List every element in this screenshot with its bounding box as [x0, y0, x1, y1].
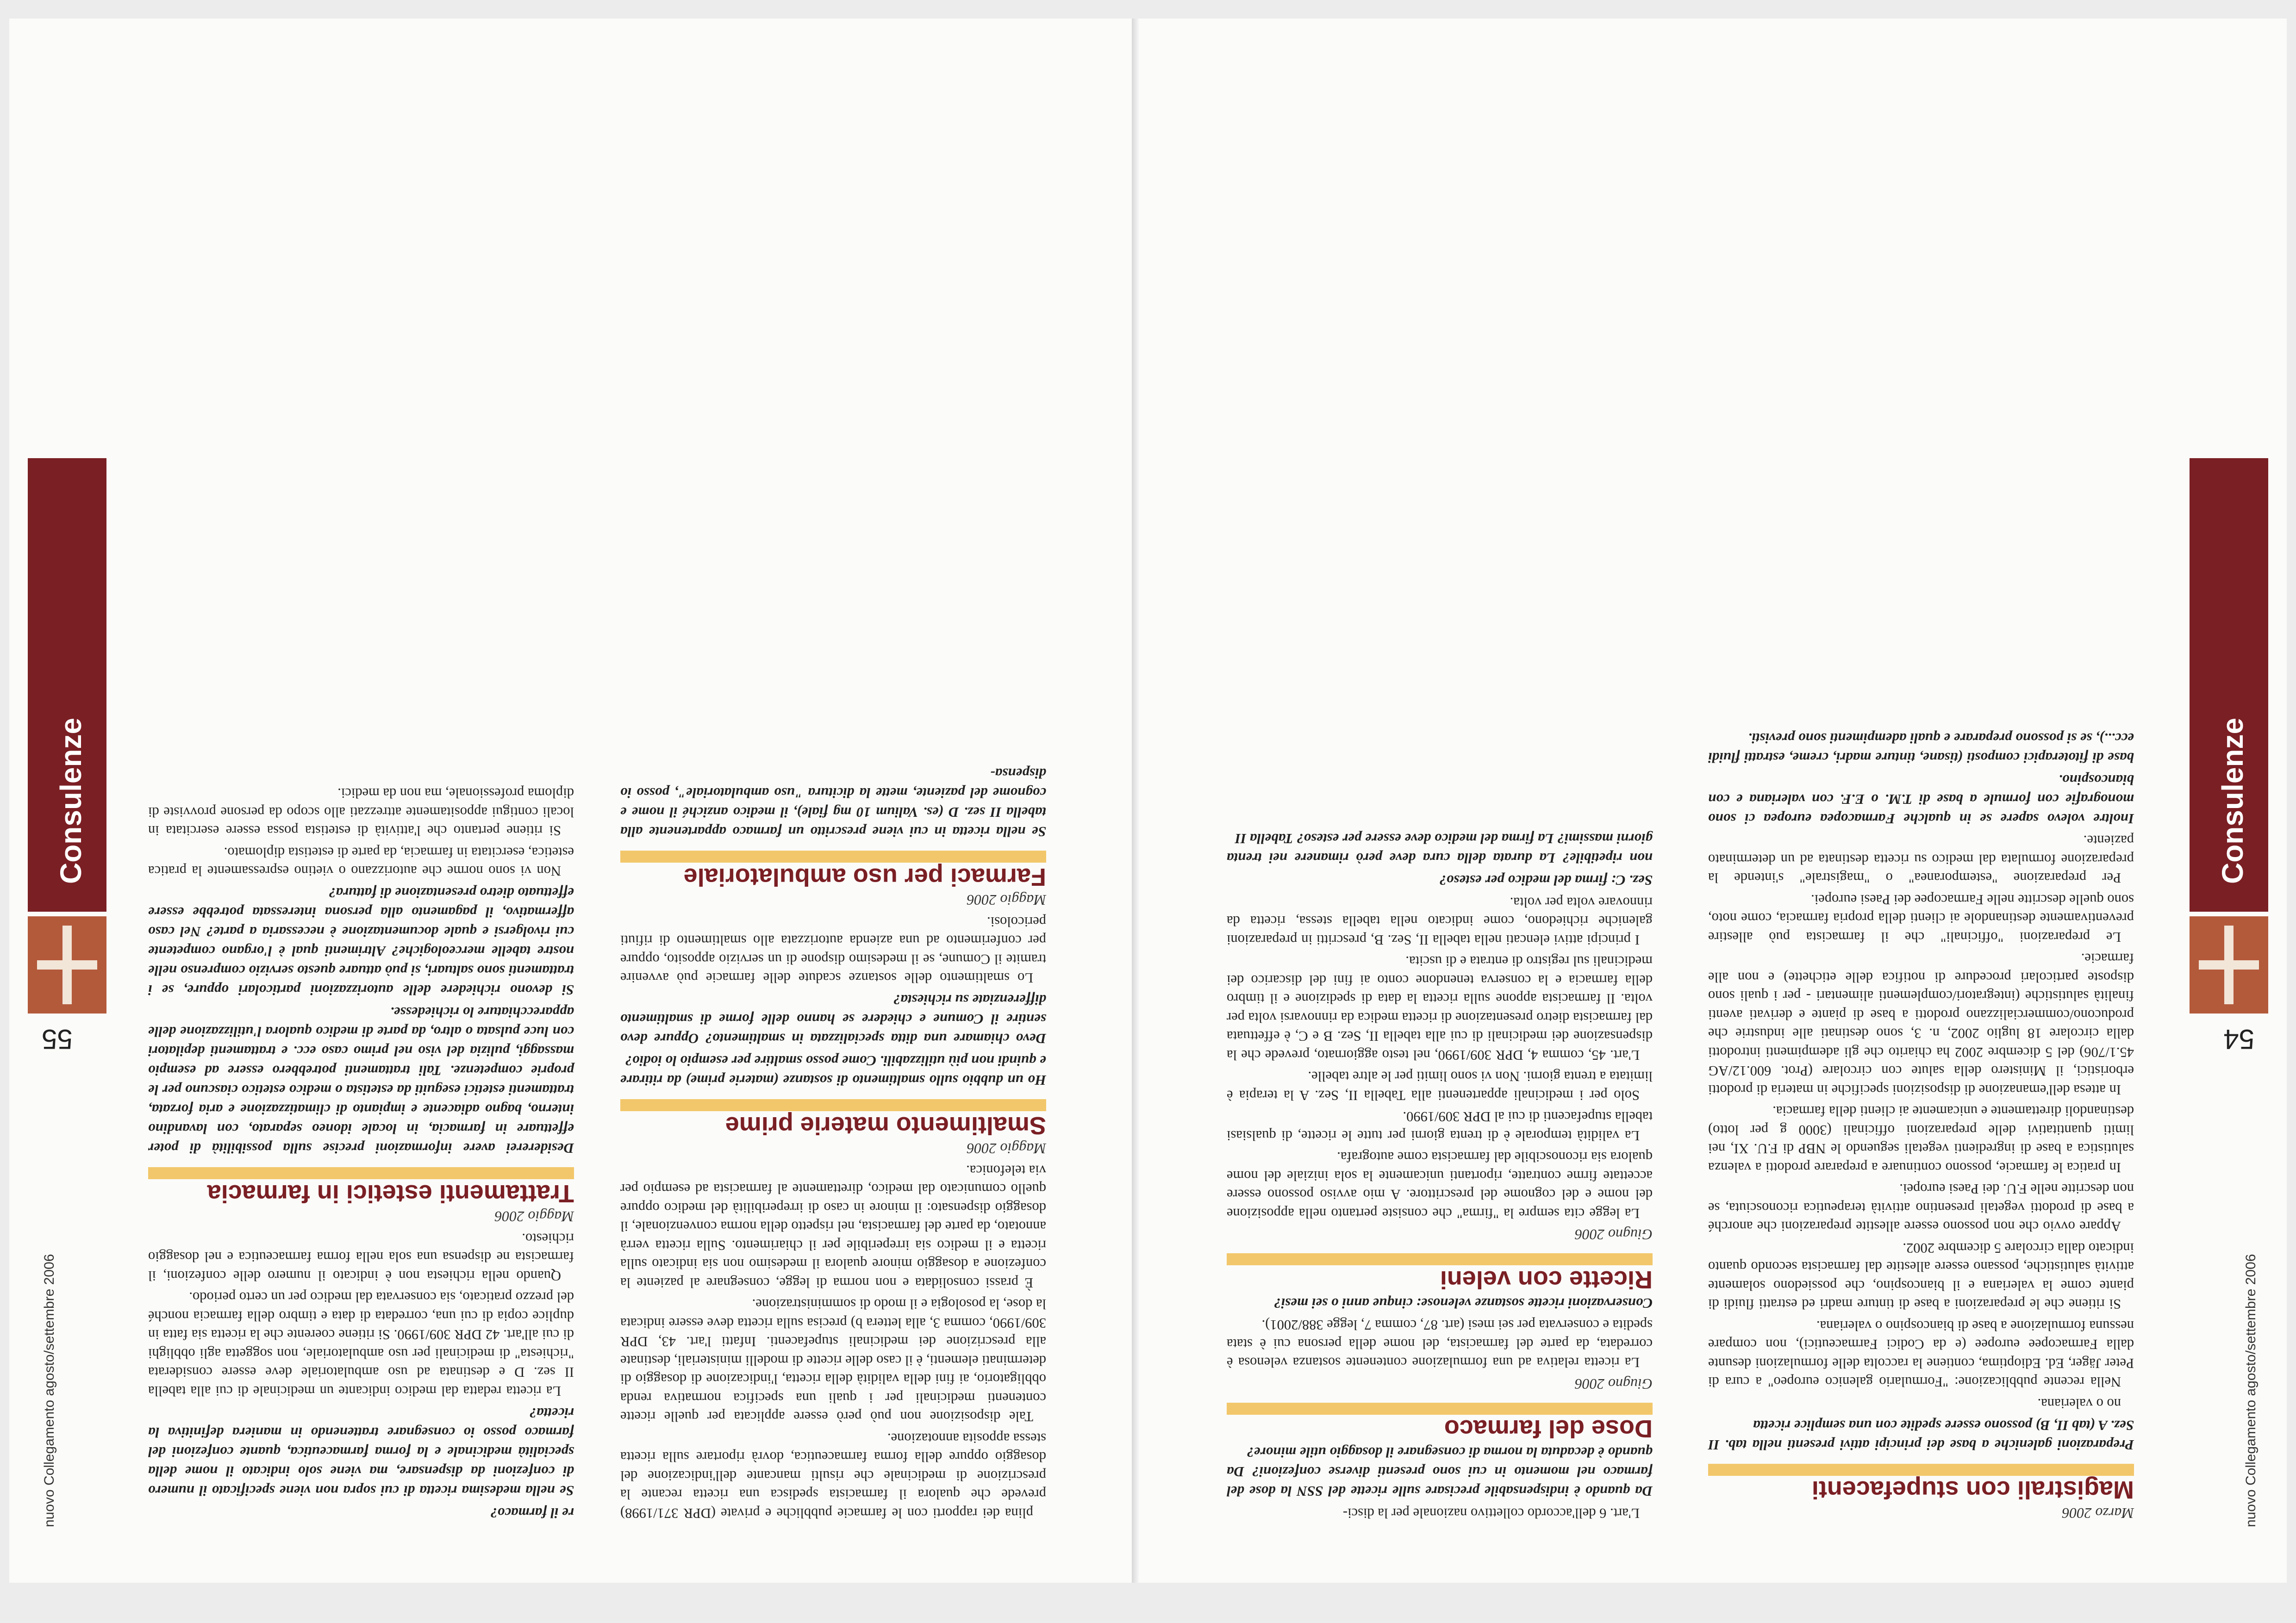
answer-paragraph: Non vi sono norme che autorizzano o vietino espressamente la pratica estetica, esercitata in farmacia, da parte di estetista diplomato. — [148, 845, 574, 879]
left-page-content — [9, 19, 1139, 1583]
cross-emblem-icon — [2190, 916, 2268, 1014]
page-number: 54 — [2223, 1024, 2254, 1055]
question-text: non ripetibile? La durata della cura deve però rimanere nei trenta giorni massimi? La firma del medico deve essere per esteso? Tabella II — [1227, 831, 1653, 867]
section-tab — [2190, 458, 2268, 912]
question-text: Desidererei avere informazioni precise sulla possibilità di poter effettuare in farmacia, in locale idoneo separato, con lavandino interno, bagno adiacente e impianto di climatizzazione e aria forzata, trattamenti estetici eseguiti da estetista o medico estetico ciascuno per le proprie competenze. Tali trattamenti potrebbero essere ad esempio massaggi, pulizia del viso nel primo caso ecc. e trattamenti depilatori con luce pulsata o altro, da parte di medico qualora l'utilizzazione delle apparecchiature lo richiedesse. — [148, 1004, 574, 1157]
question-text: Conservazioni ricette sostanze velenose: cinque anni o sei mesi? — [1273, 1295, 1653, 1312]
answer-paragraph: Lo smaltimento delle sostanze scadute delle farmacie può avvenire tramite il Comune, se il medesimo dispone di un servizio apposito, oppure per conferimento ad una azienda autorizzata allo smaltimento di rifiuti pericolosi. — [620, 914, 1046, 986]
answer-paragraph: Tale disposizione non può però essere applicata per quelle ricette contenenti medicinali per i quali una specifica normativa renda obbligatorio, ai fini della validità della ricetta, l'indicazione di dosaggio di determinati elementi, è il caso delle ricette di modelli ministeriali, destinate alla prescrizione dei medicinali stupefacenti. Infatti l'art. 43, DPR 309/1990, comma 3, alla lettera b) precisa sulla ricetta deve essere indicata la dose, la posologia e il modo di somministrazione. — [620, 1296, 1046, 1425]
running-head: nuovo Collegamento agosto/settembre 2006 — [2243, 1254, 2259, 1527]
question-text: Devo chiamare una ditta specializzata in smaltimento? Oppure devo sentire il Comune e chiedere se hanno delle forme di smaltimento differenziate su richiesta? — [620, 992, 1046, 1047]
question-text: Se nella ricetta in cui viene prescritto un farmaco appartenente alla tabella II sez. D (es. Valium 10 mg fiale), il medico anziché il nome e cognome del paziente, mette la dicitura "uso ambulatoriale", posso io dispensa- — [620, 765, 1046, 840]
answer-paragraph: L'art. 6 dell'accordo collettivo nazionale per la disci- — [1342, 1505, 1640, 1521]
article-heading: Trattamenti estetici in farmacia — [207, 1180, 574, 1207]
article-heading: Magistrali con stupefacenti — [1811, 1476, 2134, 1504]
answer-paragraph: Per preparazione "estemporanea" o "magistrale" s'intende la preparazione formulata dal medico su ricetta destinata ad un determinato paziente. — [1708, 833, 2134, 886]
question-text: Si devono richiedere delle autorizzazioni particolari oppure, se i trattamenti sono saltuari, si può attuare questo servizio comprenso nelle nostre tabelle merceologiche? Altrimenti qual è l'organo competente cui rivolgersi e quale documentazione è necessaria a parte? Nel caso affermativo, il pagamento alla persona interessata potrebbe essere effettuato dietro presentazione di fattura? — [148, 885, 574, 999]
answer-paragraph: Si ritiene pertanto che l'attività di estetista possa essere esercitata in locali contigui appositamente attrezzati allo scopo da persone provviste di diploma professionale, ma non da medici. — [148, 785, 574, 839]
date-line: Maggio 2006 — [967, 1140, 1046, 1157]
question-text: base di fitoterapici composti (tisane, tinture madri, creme, estratti fluidi ecc...), se si possono preparare e quali adempimenti sono previsti. — [1708, 730, 2134, 766]
heading-rule — [1227, 1403, 1653, 1415]
answer-paragraph: Solo per i medicinali appartenenti alla Tabella II, Sez. A la terapia è limitata a trenta giorni. Non vi sono limiti per le altre tabelle. — [1227, 1069, 1653, 1103]
answer-paragraph: plina dei rapporti con le farmacie pubbliche e private (DPR 371/1998) prevede che qualora il farmacista spedisca una ricetta recante la prescrizione di medicinale che risulti mancante dell'indicazione del dosaggio oppure della forma farmaceutica, dovrà riportare sulla ricetta stessa apposita annotazione. — [620, 1430, 1046, 1521]
article-heading: Dose del farmaco — [1444, 1415, 1653, 1443]
heading-rule — [620, 1100, 1046, 1112]
question-text: Ho un dubbio sullo smaltimento di sostanze (materie prime) da ritirare e quindi non più utilizzabili. Come posso smaltire per esempio lo iodio? — [620, 1053, 1046, 1089]
answer-paragraph: Le preparazioni "officinali" che il farmacista può allestire preventivamente destinandole ai clienti della propria farmacia, come noto, sono quelle descritte nelle Farmacopee dei Paesi europei. — [1708, 892, 2134, 945]
article-heading: Smaltimento materie prime — [725, 1112, 1046, 1139]
heading-rule — [1227, 1254, 1653, 1266]
section-label: Consulenze — [54, 717, 87, 884]
question-text: Inoltre volevo sapere se in qualche Farmacopea europea ci sono monografie con formule a base di T.M. o E.F. con valeriana e con biancospino. — [1708, 772, 2134, 827]
cross-emblem-icon — [28, 916, 106, 1014]
section-label: Consulenze — [2216, 717, 2249, 884]
column-1 — [148, 781, 574, 1523]
date-line: Giugno 2006 — [1575, 1226, 1653, 1244]
column-2 — [1708, 726, 2134, 1523]
date-line: Maggio 2006 — [494, 1208, 574, 1225]
question-text: Preparazioni galeniche a base dei principi attivi presenti nella tab. II Sez. A (tab II, B) possono essere spedite con una semplice ricetta — [1708, 1418, 2134, 1453]
answer-paragraph: La validità temporale è di trenta giorni per tutte le ricette, di qualsiasi tabella stupefacenti di cui al DPR 309/1990. — [1227, 1109, 1653, 1144]
page-number: 55 — [42, 1024, 73, 1055]
answer-paragraph: Appare ovvio che non possono essere allestite preparazioni che anorché a base di prodotti vegetali presentino attività terapeutica riconosciuta, se non descritte nelle F.U. dei Paesi europei. — [1708, 1181, 2134, 1235]
answer-paragraph: Si ritiene che le preparazioni a base di tinture madri ed estratti fluidi di piante come la valeriana e il biancospino, che possiedono solamente attività salutistiche, possano essere allestite dal farmacista secondo quanto indicato dalla circolare 5 dicembre 2002. — [1708, 1240, 2134, 1312]
question-text: Sez. C: firma del medico per esteso? — [1439, 872, 1653, 889]
date-line: Marzo 2006 — [2062, 1505, 2134, 1522]
left-page — [9, 19, 1139, 1583]
heading-rule — [148, 1168, 574, 1180]
answer-paragraph: La ricetta relativa ad una formulazione contenente sostanza velenosa è corredata, da parte del farmacista, del nome della persona cui è stata spedita e conservata per sei mesi (art. 87, comma 7, legge 388/2001). — [1227, 1317, 1653, 1371]
answer-paragraph: La ricetta redatta dal medico indicante un medicinale di cui alla tabella II sez. D e destinata ad uso ambulatoriale deve essere considerata "richiesta" di medicinali per uso ambulatoriale, non soggetta agli obblighi di cui all'art. 42 DPR 309/1990. Si ritiene coerente che la ricetta sia fatta in duplice copia di cui una, corredata di data e timbro della farmacia nonché del prezzo praticato, sia conservata dal medico per un certo periodo. — [148, 1289, 574, 1399]
heading-rule — [1708, 1464, 2134, 1476]
answer-paragraph: In pratica le farmacie, possono continuare a preparare prodotti a valenza salutistica a base di ingredienti vegetali seguendo le NBP di F.U. XI, nei limiti quantitativi delle preparazioni officinali (3000 g per lotto) destinandoli direttamente e unicamente ai clienti della farmacia. — [1708, 1103, 2134, 1175]
section-tab — [28, 458, 106, 912]
answer-paragraph: L'art. 45, comma 4, DPR 309/1990, nel testo aggiornato, prevede che la dispensazione dei medicinali di cui alla tabella II, Sez. B e C, è effettuata dal farmacista dietro presentazione di ricetta medica da rinnovarsi volta per volta. Il farmacista appone sulla ricetta la data di spedizione e il timbro della farmacia e la conserva tenendone conto ai fini del discarico dei medicinali sul registro di entrata e di uscita. — [1227, 953, 1653, 1063]
question-text: Da quando è indispensabile precisare sulle ricette del SSN la dose del farmaco nel momento in cui sono presenti diverse confezioni? Da quando è decaduta la norma di consegnare il dosaggio utile minore? — [1227, 1444, 1653, 1500]
heading-rule — [620, 851, 1046, 863]
right-page — [1139, 19, 2287, 1583]
article-heading: Ricette con veleni — [1440, 1266, 1653, 1293]
date-line: Giugno 2006 — [1575, 1376, 1653, 1393]
article-heading: Farmaci per uso ambulatoriale — [683, 863, 1046, 891]
answer-paragraph: In attesa dell'emanazione di disposizioni specifiche in materia di prodotti erboristici, il Ministero della salute con circolare (Prot. 600.12/AG 45.1/706) del 5 dicembre 2002 ha chiarito che gli adempimenti introdotti dalla circolare 18 luglio 2002, n. 3, sono destinati alle industrie che producono/commercializzano prodotti a base di piante e derivati aventi finalità salutistiche (integratori/complementi alimentari - per i quali sono disposte particolari procedure di notifica delle etichette) e non alle farmacie. — [1708, 951, 2134, 1098]
question-text: re il farmaco? — [490, 1505, 574, 1521]
answer-paragraph: Nella recente pubblicazione: "Formulario galenico europeo" a cura di Peter Jäger, Ed. Edioptima, contiene la raccolta delle formulazioni desunte dalla Farmacopee europee (e da Codici Farmaceutici), non compare nessuna formulazione a base di biancospino o valeriana. — [1708, 1318, 2134, 1390]
answer-paragraph: no o valeriana. — [2037, 1396, 2121, 1412]
right-page-content — [1139, 19, 2287, 1583]
column-1 — [1227, 827, 1653, 1523]
answer-paragraph: È prassi consolidata e non norma di legge, consegnare al paziente la confezione a dosaggio minore qualora il medesimo non sia indicato sulla ricetta e il medico sia irreperibile per il chiarimento. Sulla ricetta verrà annotato, da parte del farmacista, nel rispetto della norma convenzionale, il dosaggio dispensato: il minore in caso di irreperibilità del medico oppure quello comunicato dal medico, direttamente al farmacista ad esempio per via telefonica. — [620, 1163, 1046, 1291]
column-2 — [620, 761, 1046, 1523]
question-text: Se nella medesima ricetta di cui sopra non viene specificato il numero di confezioni da dispensare, ma viene solo indicato il nome della specialità medicinale e la forma farmaceutica, quante confezioni del farmaco posso io consegnare trattenendo in maniera definitiva la ricetta? — [148, 1405, 574, 1499]
running-head: nuovo Collegamento agosto/settembre 2006 — [42, 1254, 57, 1527]
answer-paragraph: I principi attivi elencati nella tabella II, Sez. B, prescritti in preparazioni galeniche richiedono, come indicato nella tabella stessa, ricetta da rinnovare volta per volta. — [1227, 895, 1653, 948]
answer-paragraph: Quando nella richiesta non è indicato il numero delle confezioni, il farmacista ne dispensa una sola nella forma farmaceutica e nel dosaggio richiesto. — [148, 1231, 574, 1284]
answer-paragraph: La legge cita sempre la "firma" che consiste pertanto nella apposizione del nome e del cognome del prescrittore. A mio avviso possono essere accettate firme contratte, riportanti unicamente la sola iniziale del nome qualora sia riconoscibile dal farmacista come autografa. — [1227, 1149, 1653, 1221]
date-line: Maggio 2006 — [967, 892, 1046, 909]
